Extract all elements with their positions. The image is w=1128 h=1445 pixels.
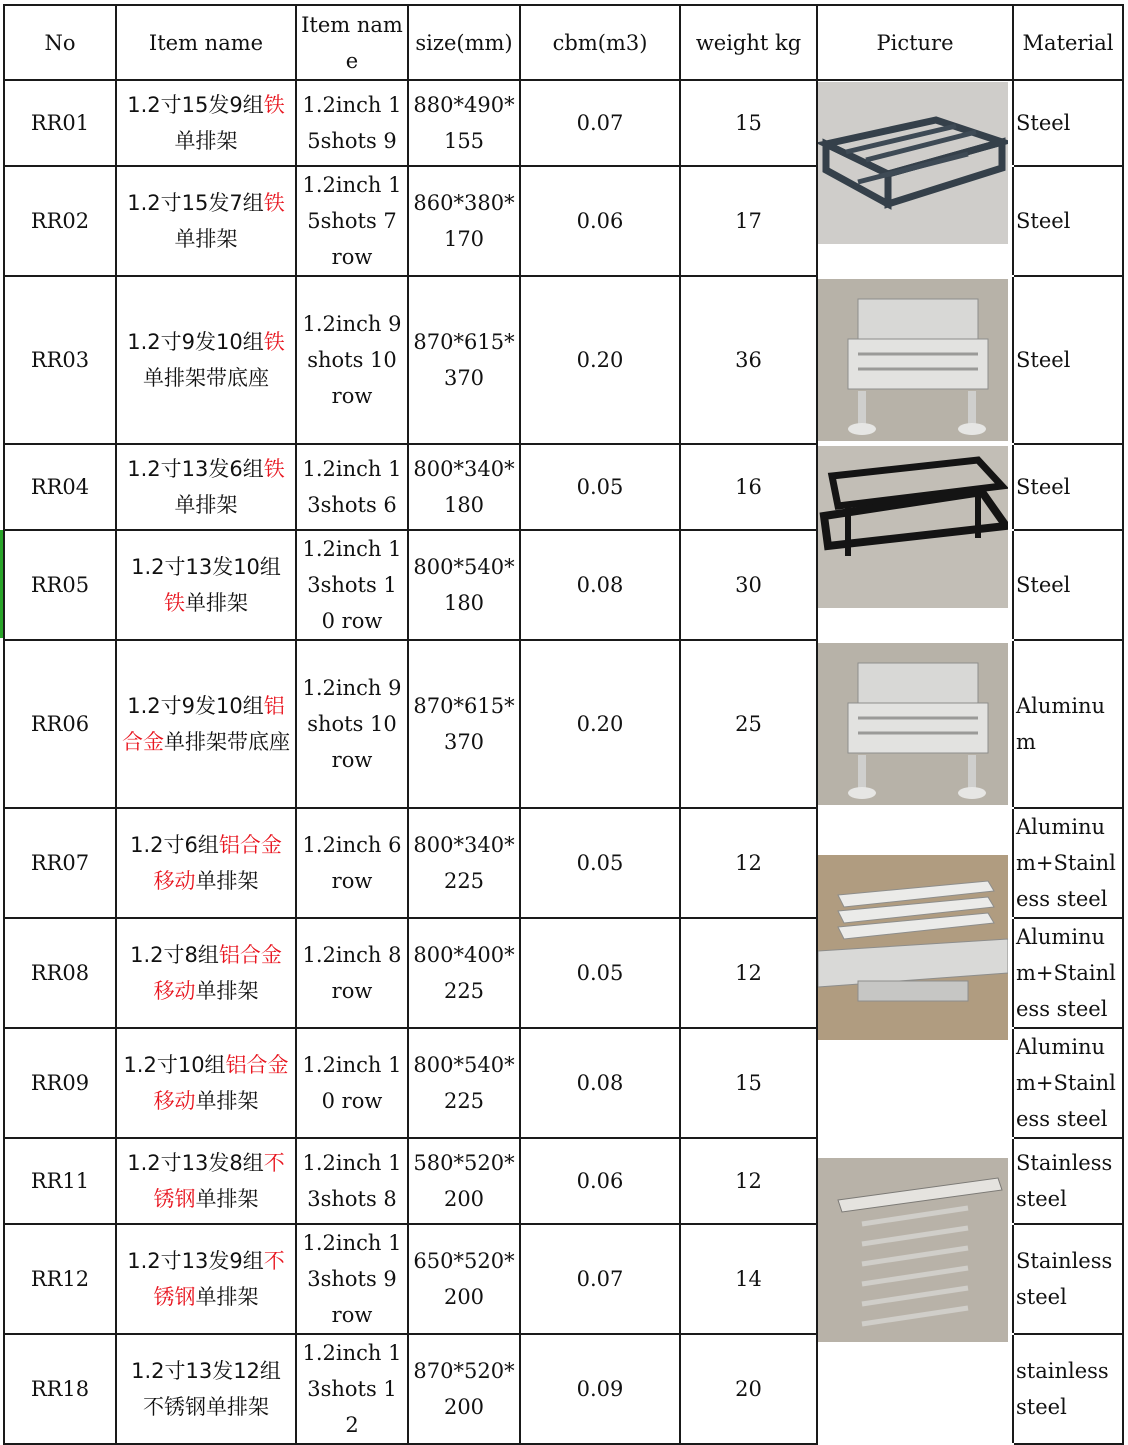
cell-no: RR01 [4, 80, 116, 166]
cell-item-name-cn [116, 1334, 296, 1444]
cell-material: Aluminum+Stainless steel [1013, 808, 1123, 918]
cell-material: Stainless steel [1013, 1224, 1123, 1334]
cell-material: Aluminum [1013, 640, 1123, 808]
cell-weight: 17 [680, 166, 817, 276]
cell-item-name-en: 1.2inch 13shots 8 [296, 1138, 408, 1224]
item-name-cn-red: 铝合金 [122, 694, 285, 754]
cell-material: Steel [1013, 166, 1123, 276]
cell-size: 580*520*200 [408, 1138, 520, 1224]
item-name-cn-pre: 1.2寸15发9组 [127, 93, 264, 117]
cell-cbm: 0.20 [520, 276, 680, 444]
item-name-cn-post: 单排架带底座 [164, 730, 290, 754]
header-picture: Picture [817, 5, 1013, 80]
cell-weight: 15 [680, 80, 817, 166]
item-name-cn-red: 铝合金移动 [153, 833, 282, 893]
item-name-cn-post: 单排架带底座 [143, 366, 269, 390]
cell-item-name-cn [116, 1138, 296, 1224]
cell-cbm: 0.05 [520, 808, 680, 918]
cell-item-name-en: 1.2inch 10 row [296, 1028, 408, 1138]
item-name-cn-pre: 1.2寸10组 [123, 1053, 226, 1077]
black-steel-rack-photo [818, 446, 1008, 608]
item-name-cn-red: 铁 [263, 93, 285, 117]
item-name-cn-red: 铁 [263, 191, 285, 215]
cell-size: 880*490*155 [408, 80, 520, 166]
aluminum-rack-with-base-photo [818, 643, 1008, 805]
cell-item-name-en: 1.2inch 8 row [296, 918, 408, 1028]
item-name-cn-red: 铁 [164, 591, 185, 615]
cell-size: 800*540*225 [408, 1028, 520, 1138]
item-name-cn-post: 单排架 [185, 591, 248, 615]
item-name-cn-red: 铁 [263, 330, 285, 354]
item-name-cn-red: 不锈钢 [153, 1249, 285, 1309]
item-name-cn-red: 铝合金移动 [153, 1053, 289, 1113]
cell-item-name-en: 1.2inch 13shots 6 [296, 444, 408, 530]
header-item-name-cn: Item name [116, 5, 296, 80]
cell-item-name-en: 1.2inch 9shots 10 row [296, 276, 408, 444]
item-name-cn-post: 单排架 [195, 1089, 259, 1113]
cell-size: 870*615*370 [408, 276, 520, 444]
item-name-cn-red: 不锈钢 [153, 1151, 285, 1211]
cell-no: RR08 [4, 918, 116, 1028]
stainless-rack-photo [818, 1158, 1008, 1342]
cell-item-name-en: 1.2inch 15shots 9 [296, 80, 408, 166]
cell-cbm: 0.09 [520, 1334, 680, 1444]
cell-picture [817, 1334, 1013, 1444]
cell-material: Steel [1013, 444, 1123, 530]
header-row [4, 5, 1123, 80]
cell-size: 860*380*170 [408, 166, 520, 276]
item-name-cn-pre: 1.2寸13发12组不锈钢单排架 [131, 1359, 281, 1419]
item-name-cn-post: 单排架 [174, 493, 238, 517]
cell-material: Stainless steel [1013, 1138, 1123, 1224]
item-name-cn-pre: 1.2寸8组 [130, 943, 219, 967]
dark-steel-rack-photo [818, 82, 1008, 244]
cell-material: Aluminum+Stainless steel [1013, 918, 1123, 1028]
cell-no: RR07 [4, 808, 116, 918]
cell-no: RR18 [4, 1334, 116, 1444]
cell-cbm: 0.06 [520, 166, 680, 276]
item-name-cn-post: 单排架 [174, 227, 238, 251]
cell-cbm: 0.20 [520, 640, 680, 808]
cell-item-name-cn [116, 1028, 296, 1138]
cell-weight: 20 [680, 1334, 817, 1444]
cell-item-name-cn [116, 276, 296, 444]
item-name-cn-pre: 1.2寸9发10组 [127, 330, 264, 354]
cell-no: RR06 [4, 640, 116, 808]
header-item-name-en: Item name [296, 5, 408, 80]
cell-no: RR03 [4, 276, 116, 444]
cell-size: 800*340*225 [408, 808, 520, 918]
cell-size: 800*540*180 [408, 530, 520, 640]
item-name-cn-red: 铝合金移动 [153, 943, 282, 1003]
header-material: Material [1013, 5, 1123, 80]
cell-material: Steel [1013, 276, 1123, 444]
cell-item-name-cn [116, 1224, 296, 1334]
cell-no: RR09 [4, 1028, 116, 1138]
item-name-cn-post: 单排架 [174, 129, 238, 153]
cell-item-name-cn [116, 918, 296, 1028]
cell-cbm: 0.06 [520, 1138, 680, 1224]
cell-size: 870*615*370 [408, 640, 520, 808]
item-name-cn-red: 铁 [263, 457, 285, 481]
cell-cbm: 0.08 [520, 1028, 680, 1138]
cell-item-name-cn [116, 444, 296, 530]
cell-item-name-en: 1.2inch 13shots 9 row [296, 1224, 408, 1334]
cell-no: RR02 [4, 166, 116, 276]
cell-item-name-en: 1.2inch 13shots 12 [296, 1334, 408, 1444]
cell-item-name-en: 1.2inch 6 row [296, 808, 408, 918]
cell-item-name-cn [116, 80, 296, 166]
cell-no: RR11 [4, 1138, 116, 1224]
cell-weight: 15 [680, 1028, 817, 1138]
cell-size: 800*340*180 [408, 444, 520, 530]
cell-item-name-en: 1.2inch 15shots 7 row [296, 166, 408, 276]
cell-weight: 16 [680, 444, 817, 530]
cell-item-name-en: 1.2inch 9shots 10 row [296, 640, 408, 808]
cell-material: Steel [1013, 80, 1123, 166]
cell-item-name-cn [116, 808, 296, 918]
cell-material: Steel [1013, 530, 1123, 640]
cell-size: 870*520*200 [408, 1334, 520, 1444]
cell-no: RR12 [4, 1224, 116, 1334]
item-name-cn-post: 单排架 [195, 869, 259, 893]
cell-size: 800*400*225 [408, 918, 520, 1028]
cell-weight: 12 [680, 1138, 817, 1224]
cell-item-name-en: 1.2inch 13shots 10 row [296, 530, 408, 640]
silver-rack-with-base-photo [818, 279, 1008, 441]
cell-cbm: 0.08 [520, 530, 680, 640]
cell-material: stainless steel [1013, 1334, 1123, 1444]
cell-item-name-cn [116, 166, 296, 276]
cell-item-name-cn [116, 530, 296, 640]
table-row [4, 1028, 1123, 1138]
cell-cbm: 0.07 [520, 80, 680, 166]
cell-item-name-cn [116, 640, 296, 808]
table-row [4, 1334, 1123, 1444]
cell-weight: 30 [680, 530, 817, 640]
cell-weight: 14 [680, 1224, 817, 1334]
cell-cbm: 0.05 [520, 444, 680, 530]
cell-no: RR05 [4, 530, 116, 640]
cell-weight: 12 [680, 918, 817, 1028]
header-cbm: cbm(m3) [520, 5, 680, 80]
cell-cbm: 0.05 [520, 918, 680, 1028]
header-weight: weight kg [680, 5, 817, 80]
cell-size: 650*520*200 [408, 1224, 520, 1334]
cell-material: Aluminum+Stainless steel [1013, 1028, 1123, 1138]
item-name-cn-pre: 1.2寸13发6组 [127, 457, 264, 481]
item-name-cn-pre: 1.2寸13发8组 [127, 1151, 264, 1175]
header-size: size(mm) [408, 5, 520, 80]
cell-weight: 12 [680, 808, 817, 918]
item-name-cn-post: 单排架 [195, 1285, 259, 1309]
item-name-cn-post: 单排架 [195, 1187, 259, 1211]
item-name-cn-pre: 1.2寸9发10组 [127, 694, 264, 718]
item-name-cn-post: 单排架 [195, 979, 259, 1003]
item-name-cn-pre: 1.2寸13发10组 [131, 555, 281, 579]
cell-weight: 25 [680, 640, 817, 808]
aluminum-mobile-rack-photo [818, 855, 1008, 1040]
item-name-cn-pre: 1.2寸15发7组 [127, 191, 264, 215]
cell-no: RR04 [4, 444, 116, 530]
item-name-cn-pre: 1.2寸6组 [130, 833, 219, 857]
cell-picture [817, 1028, 1013, 1138]
header-no: No [4, 5, 116, 80]
item-name-cn-pre: 1.2寸13发9组 [127, 1249, 264, 1273]
cell-weight: 36 [680, 276, 817, 444]
cell-cbm: 0.07 [520, 1224, 680, 1334]
